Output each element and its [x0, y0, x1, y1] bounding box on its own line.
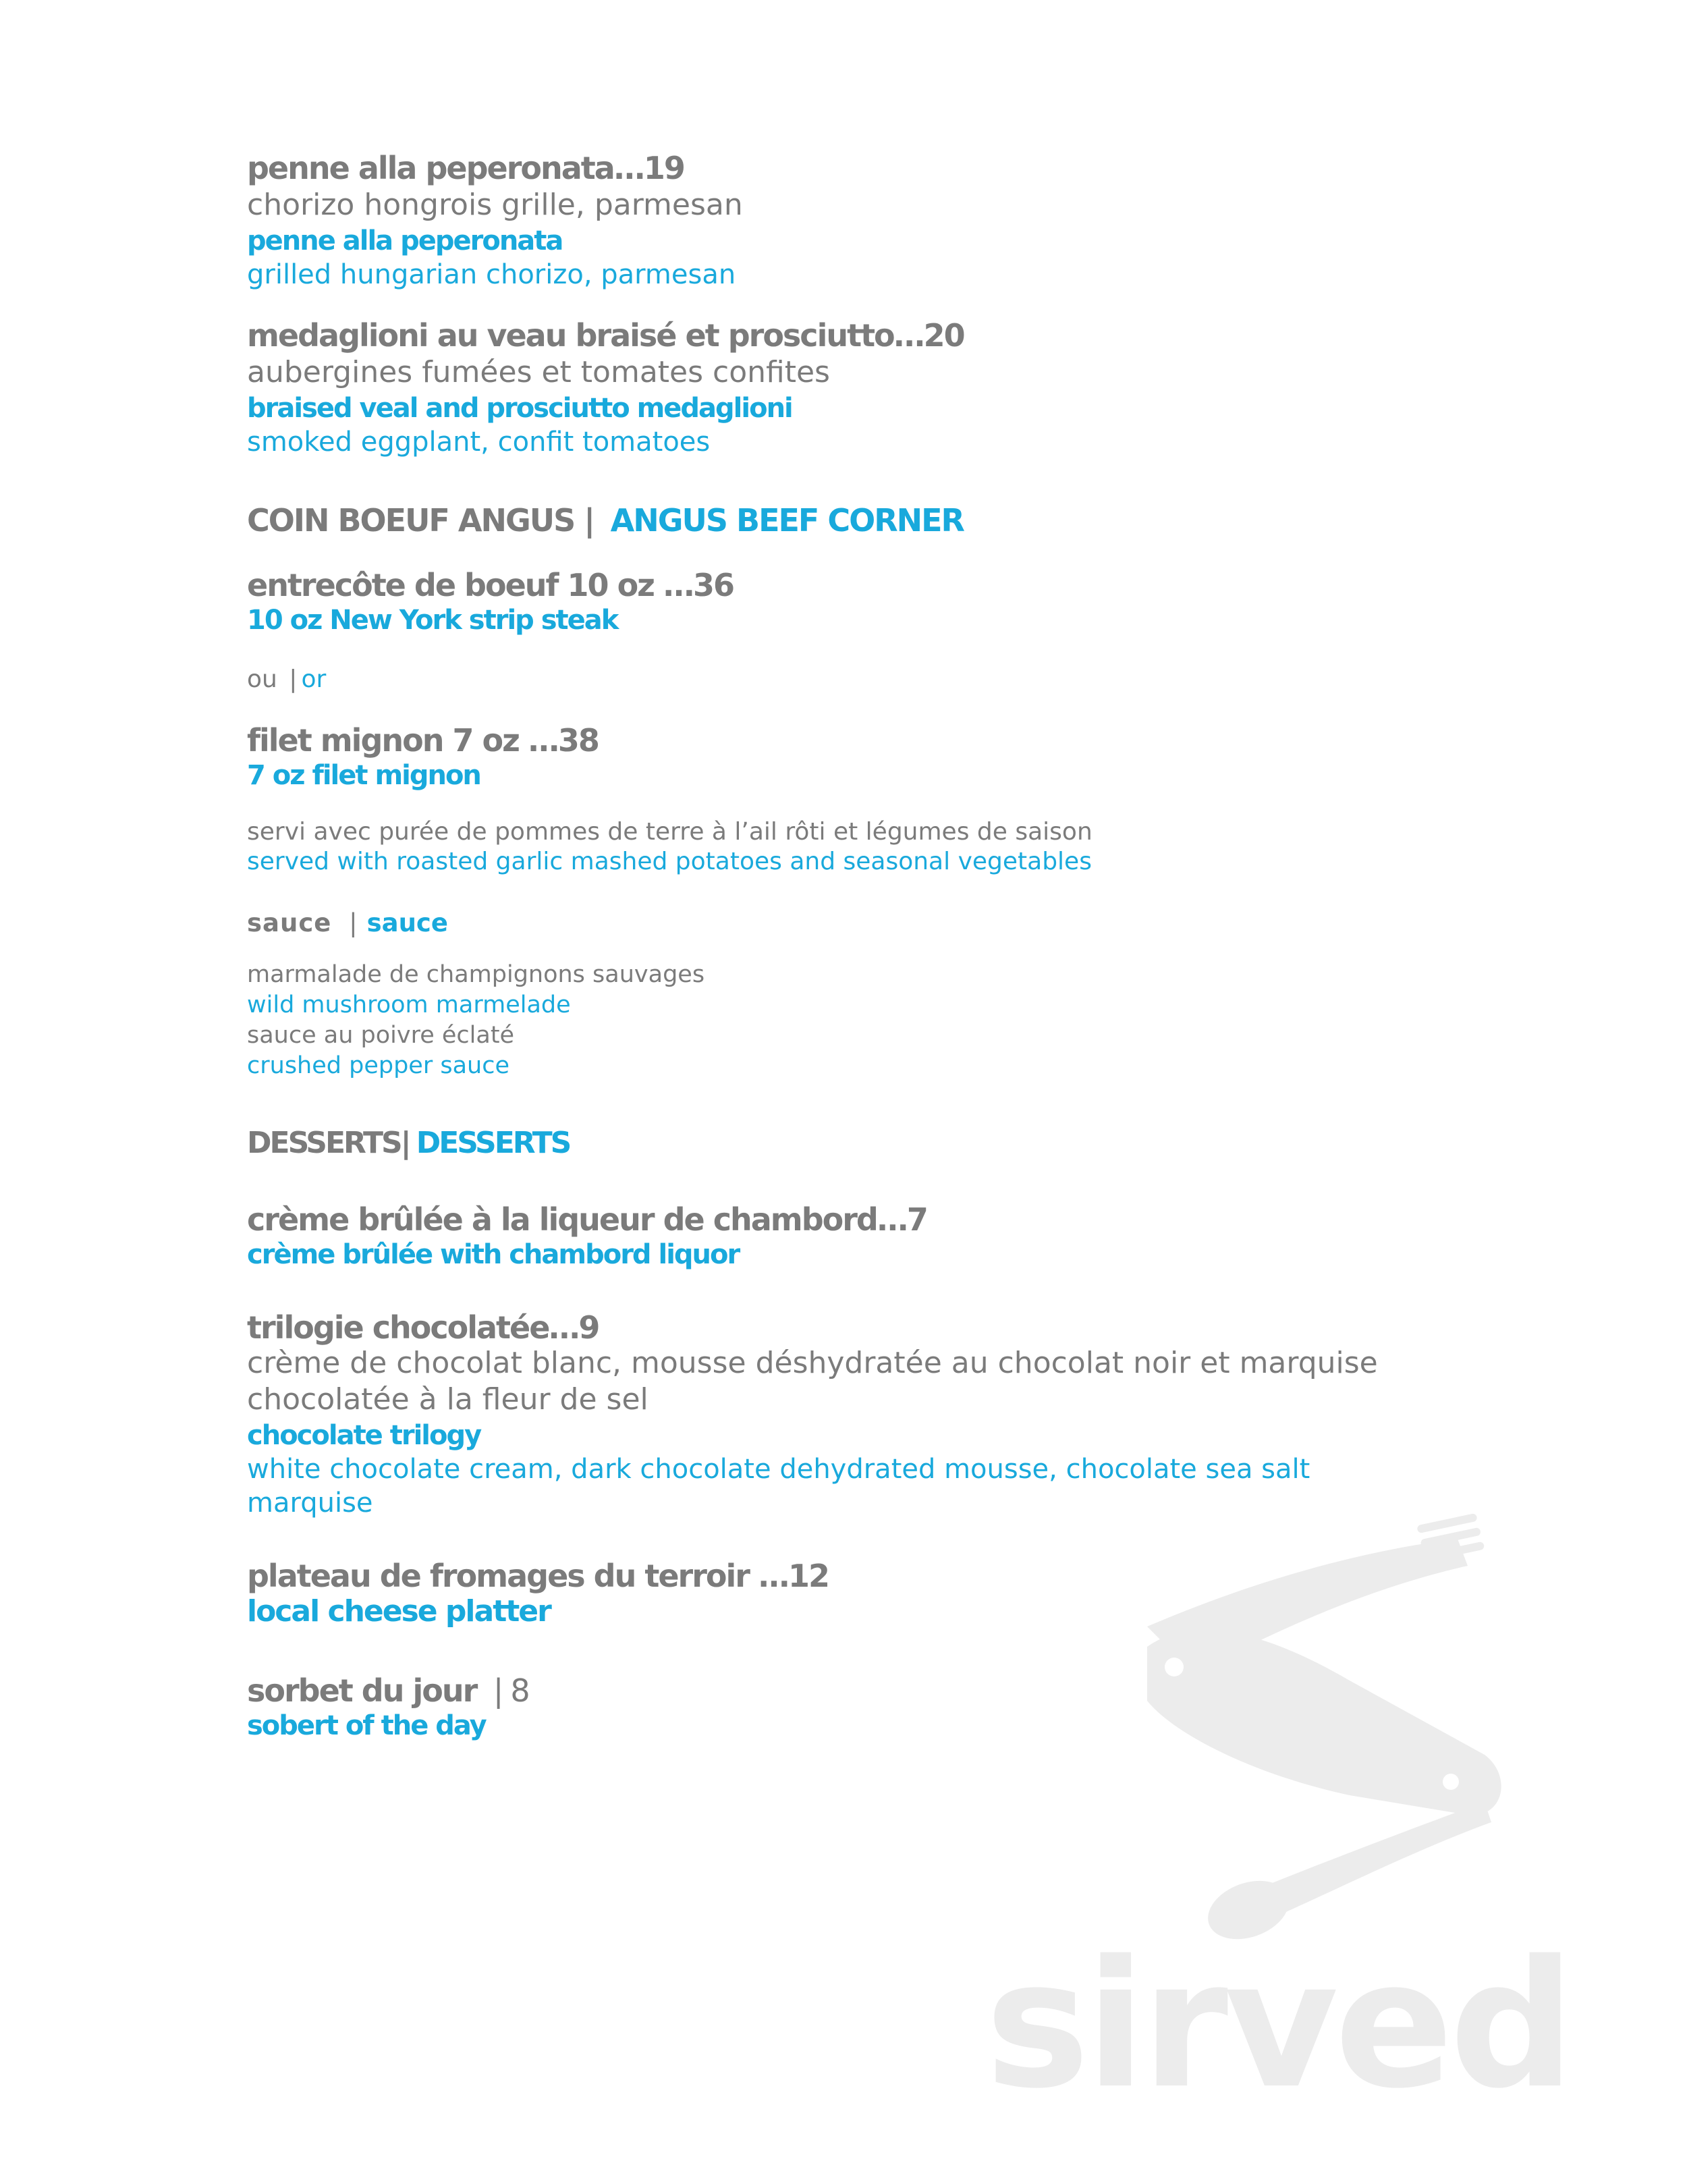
trilogie-title-en: chocolate trilogy	[247, 1420, 481, 1451]
desserts-heading-en: DESSERTS	[416, 1126, 570, 1160]
sauce-divider: |	[349, 908, 358, 937]
sirved-watermark-logo	[972, 1512, 1660, 2119]
trilogie-desc-fr-line2: chocolatée à la fleur de sel	[247, 1382, 648, 1417]
sorbet-price: 8	[510, 1672, 530, 1709]
entrecote-title-en: 10 oz New York strip steak	[247, 605, 618, 636]
or-fr: ou	[247, 665, 277, 693]
served-with-fr: servi avec purée de pommes de terre à l’ail rôti et légumes de saison	[247, 818, 1093, 846]
penne-desc-en: grilled hungarian chorizo, parmesan	[247, 259, 736, 290]
medaglioni-title-en: braised veal and prosciutto medaglioni	[247, 393, 792, 424]
medaglioni-desc-en: smoked eggplant, confit tomatoes	[247, 427, 711, 458]
creme-brulee-title-en: crème brûlée with chambord liquor	[247, 1239, 740, 1270]
angus-heading-fr: COIN BOEUF ANGUS |	[247, 502, 594, 539]
plateau-title-fr: plateau de fromages du terroir …12	[247, 1558, 829, 1594]
sorbet-title-fr: sorbet du jour	[247, 1672, 477, 1709]
spoon-icon	[1255, 1802, 1491, 1917]
filet-title-fr: filet mignon 7 oz …38	[247, 722, 599, 759]
trilogie-desc-en-line1: white chocolate cream, dark chocolate dehydrated mousse, chocolate sea salt	[247, 1454, 1310, 1485]
desserts-section-heading	[247, 1126, 570, 1160]
desserts-heading-fr: DESSERTS|	[247, 1126, 410, 1160]
trilogie-desc-fr-line1: crème de chocolat blanc, mousse déshydratée au chocolat noir et marquise	[247, 1346, 1378, 1380]
sauce-heading-en: sauce	[366, 908, 448, 937]
creme-brulee-title-fr: crème brûlée à la liqueur de chambord…7	[247, 1201, 927, 1238]
sorbet-title-en: sobert of the day	[247, 1710, 486, 1741]
sorbet-line	[247, 1672, 530, 1709]
sauce-heading	[247, 908, 448, 937]
medaglioni-title-fr: medaglioni au veau braisé et prosciutto…20	[247, 317, 964, 354]
sauce1-fr: marmalade de champignons sauvages	[247, 961, 705, 988]
sorbet-divider: |	[493, 1672, 504, 1709]
sirved-wordmark: sirved	[985, 1923, 1572, 2119]
trilogie-desc-en-line2: marquise	[247, 1487, 373, 1519]
angus-heading-en: ANGUS BEEF CORNER	[610, 502, 964, 539]
sauce2-fr: sauce au poivre éclaté	[247, 1022, 515, 1049]
angus-section-heading	[247, 502, 964, 539]
penne-title-fr: penne alla peperonata…19	[247, 150, 684, 186]
sauce-heading-fr: sauce	[247, 908, 332, 937]
sauce1-en: wild mushroom marmelade	[247, 991, 571, 1018]
filet-title-en: 7 oz filet mignon	[247, 760, 480, 791]
or-divider: |	[289, 665, 298, 693]
sauce2-en: crushed pepper sauce	[247, 1052, 509, 1079]
penne-title-en: penne alla peperonata	[247, 225, 563, 256]
penne-desc-fr: chorizo hongrois grille, parmesan	[247, 188, 743, 222]
or-en: or	[301, 665, 327, 693]
or-separator	[247, 665, 326, 693]
entrecote-title-fr: entrecôte de boeuf 10 oz …36	[247, 567, 734, 603]
medaglioni-desc-fr: aubergines fumées et tomates confites	[247, 355, 830, 389]
plateau-title-en: local cheese platter	[247, 1594, 551, 1629]
trilogie-title-fr: trilogie chocolatée…9	[247, 1309, 599, 1346]
served-with-en: served with roasted garlic mashed potatoes and seasonal vegetables	[247, 848, 1092, 875]
